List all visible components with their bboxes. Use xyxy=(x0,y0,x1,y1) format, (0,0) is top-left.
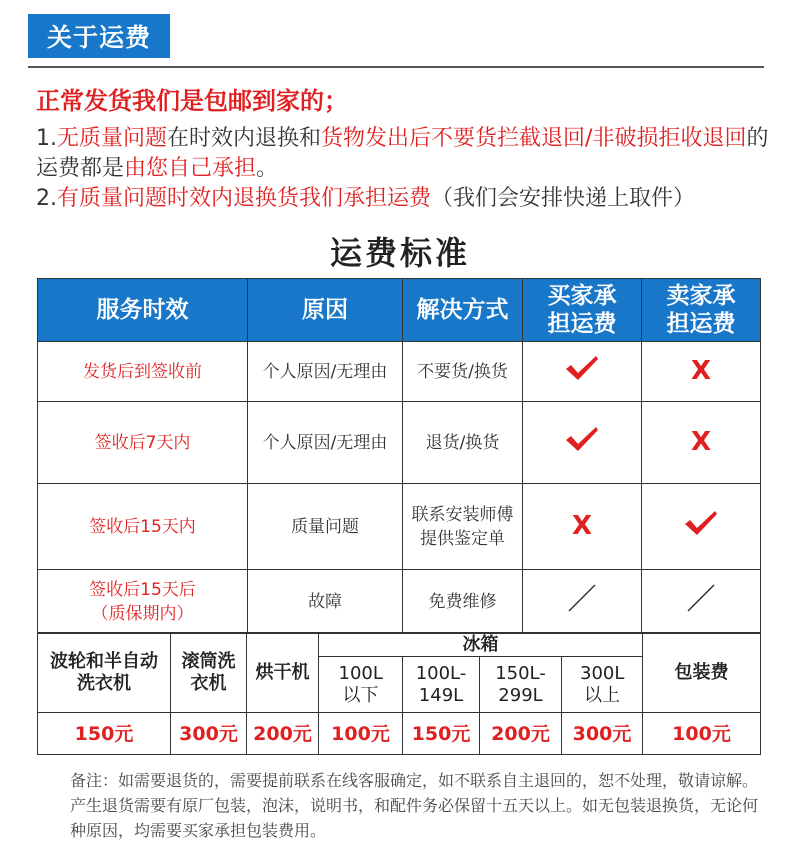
row-buyer-mark xyxy=(523,342,642,402)
intro-text-segment: （我们会安排快递上取件） xyxy=(431,186,696,211)
fee-header-row xyxy=(38,633,761,657)
divider xyxy=(28,66,764,68)
header-solution: 解决方式 xyxy=(403,279,523,342)
fee-price: 100元 xyxy=(319,713,403,755)
row-solution: 不要货/换货 xyxy=(403,342,523,402)
intro-paragraph-2 xyxy=(36,184,776,214)
table-row xyxy=(38,402,761,484)
row-reason: 质量问题 xyxy=(248,484,403,570)
checkmark-icon xyxy=(564,354,600,382)
fee-price-row xyxy=(38,713,761,755)
row-seller-mark xyxy=(642,402,761,484)
intro-text-segment: 的运费都是 xyxy=(36,126,769,181)
row-time: 签收后15天后（质保期内） xyxy=(38,570,248,634)
intro-text-segment: 有质量问题时效内退换货我们承担运费 xyxy=(57,186,432,211)
intro-text-segment: 1. xyxy=(36,126,57,151)
x-mark-icon: X xyxy=(571,510,593,541)
fee-price: 150元 xyxy=(403,713,480,755)
fee-item-name: 300L以上 xyxy=(562,657,643,713)
intro-text-segment: 在时效内退换和 xyxy=(167,126,322,151)
fee-item-name: 烘干机 xyxy=(247,633,319,713)
checkmark-icon xyxy=(564,425,600,453)
row-solution: 联系安装师傅提供鉴定单 xyxy=(403,484,523,570)
not-applicable-icon xyxy=(685,582,717,614)
fee-price: 150元 xyxy=(38,713,171,755)
fee-item-name: 100L-149L xyxy=(403,657,480,713)
table-row xyxy=(38,342,761,402)
packaging-price: 100元 xyxy=(643,713,761,755)
fee-price: 200元 xyxy=(247,713,319,755)
row-buyer-mark xyxy=(523,570,642,634)
fee-price: 200元 xyxy=(480,713,562,755)
row-solution: 免费维修 xyxy=(403,570,523,634)
shipping-standard-table xyxy=(37,278,761,634)
x-mark-icon: X xyxy=(690,426,712,457)
intro-heading: 正常发货我们是包邮到家的； xyxy=(36,87,348,115)
header-seller-pays: 卖家承担运费 xyxy=(642,279,761,342)
packaging-header: 包装费 xyxy=(643,633,761,713)
row-time: 发货后到签收前 xyxy=(38,342,248,402)
fee-item-name: 100L以下 xyxy=(319,657,403,713)
fee-price: 300元 xyxy=(562,713,643,755)
fee-item-name: 滚筒洗衣机 xyxy=(171,633,247,713)
intro-text-segment: 2. xyxy=(36,186,57,211)
table-row xyxy=(38,570,761,634)
row-reason: 个人原因/无理由 xyxy=(248,342,403,402)
x-mark-icon: X xyxy=(690,355,712,386)
intro-text-segment: 。 xyxy=(256,156,279,181)
not-applicable-icon xyxy=(566,582,598,614)
row-buyer-mark xyxy=(523,402,642,484)
intro-text-segment: 无质量问题 xyxy=(57,126,168,151)
footnote: 备注：如需要退货的，需要提前联系在线客服确定，如不联系自主退回的，恕不处理，敬请谅解。产生退货需要有原厂包装，泡沫，说明书，和配件务必保留十五天以上。如无包装退换货，无论何种原因，均需要买家承担包装费用。 xyxy=(70,771,759,840)
intro-text-segment: 货物发出后不要货拦截退回/非破损拒收退回 xyxy=(321,126,747,151)
intro-text-segment: 由您自己承担 xyxy=(124,156,257,181)
section-tag: 关于运费 xyxy=(28,14,170,58)
header-service-time: 服务时效 xyxy=(38,279,248,342)
table-row xyxy=(38,484,761,570)
row-seller-mark xyxy=(642,342,761,402)
fridge-header: 冰箱 xyxy=(319,633,643,657)
fee-price: 300元 xyxy=(171,713,247,755)
table-header-row xyxy=(38,279,761,342)
row-reason: 个人原因/无理由 xyxy=(248,402,403,484)
row-buyer-mark xyxy=(523,484,642,570)
row-time: 签收后7天内 xyxy=(38,402,248,484)
intro-paragraph-1 xyxy=(36,124,776,184)
fee-item-name: 150L-299L xyxy=(480,657,562,713)
packaging-fee-table xyxy=(37,632,761,755)
header-buyer-pays: 买家承担运费 xyxy=(523,279,642,342)
row-seller-mark xyxy=(642,484,761,570)
header-reason: 原因 xyxy=(248,279,403,342)
row-solution: 退货/换货 xyxy=(403,402,523,484)
row-reason: 故障 xyxy=(248,570,403,634)
checkmark-icon xyxy=(683,509,719,537)
row-seller-mark xyxy=(642,570,761,634)
row-time: 签收后15天内 xyxy=(38,484,248,570)
fee-item-name: 波轮和半自动洗衣机 xyxy=(38,633,171,713)
standard-title: 运费标准 xyxy=(329,234,470,272)
